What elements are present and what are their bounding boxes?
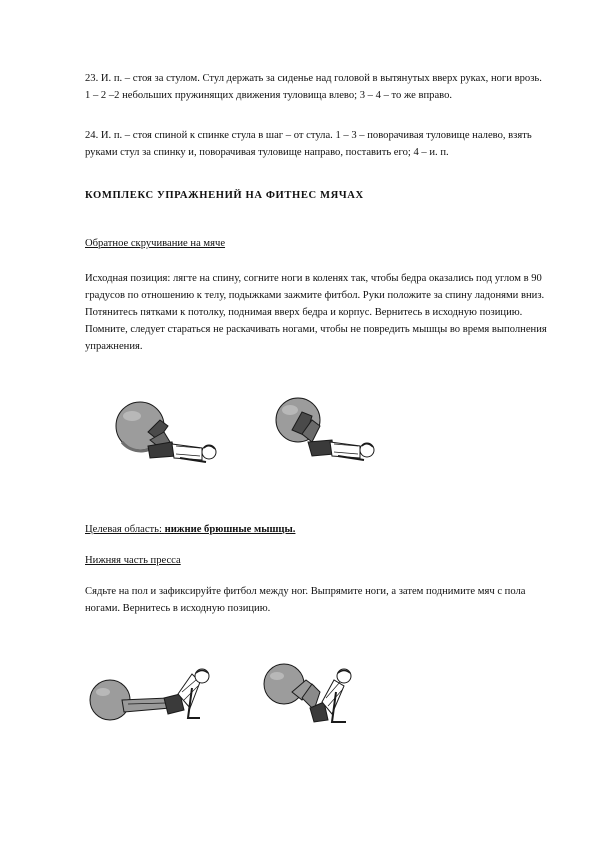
block2-text: Сядьте на пол и зафиксируйте фитбол между ног. Выпрямите ноги, а затем поднимите мяч с пола ногами. Вернитесь в исходную позицию. (85, 586, 526, 614)
target-area-label: Целевая область: (85, 524, 165, 535)
fitball-illustration (264, 664, 304, 704)
section-title: КОМПЛЕКС УПРАЖНЕНИЙ НА ФИТНЕС МЯЧАХ (85, 190, 364, 201)
target-area-value: нижние брюшные мышцы. (164, 524, 296, 535)
athlete-illustration (292, 412, 374, 460)
reverse-crunch-figure-2 (272, 396, 384, 474)
target-area (85, 524, 295, 535)
athlete-illustration (148, 420, 216, 462)
block1-title: Обратное скручивание на мяче (85, 238, 226, 249)
block2-title: Нижняя часть пресса (85, 555, 181, 566)
exercise-24-text: 24. И. п. – стоя спиной к спинке стула в шаг – от стула. 1 – 3 – поворачивая туловище налево, взять руками стул за спинку и, поворачивая туловище направо, поставить его; 4 – и. п. (85, 130, 532, 158)
athlete-illustration (122, 669, 209, 718)
lower-abs-figure-2 (262, 662, 366, 732)
exercise-23-text: 23. И. п. – стоя за стулом. Стул держать за сиденье над головой в вытянутых вверх руках, ноги врозь. 1 – 2 –2 небольших пружинящих движения туловища влево; 3 – 4 – то же вправо. (85, 73, 542, 101)
reverse-crunch-figure-1 (110, 398, 222, 474)
block1-text: Исходная позиция: лягте на спину, согните ноги в коленях так, чтобы бедра оказались под углом в 90 градусов по отношению к телу, подыжками зажмите фитбол. Руки положите за спину ладонями вниз. Потянитесь пятками к потолку, поднимая вверх бедра и корпус. Вернитесь в исходную позицию. Помните, следует стараться не раскачивать ногами, чтобы не повредить мышцы во время выполнения упражнения. (85, 273, 547, 352)
lower-abs-figure-1 (88, 668, 218, 728)
